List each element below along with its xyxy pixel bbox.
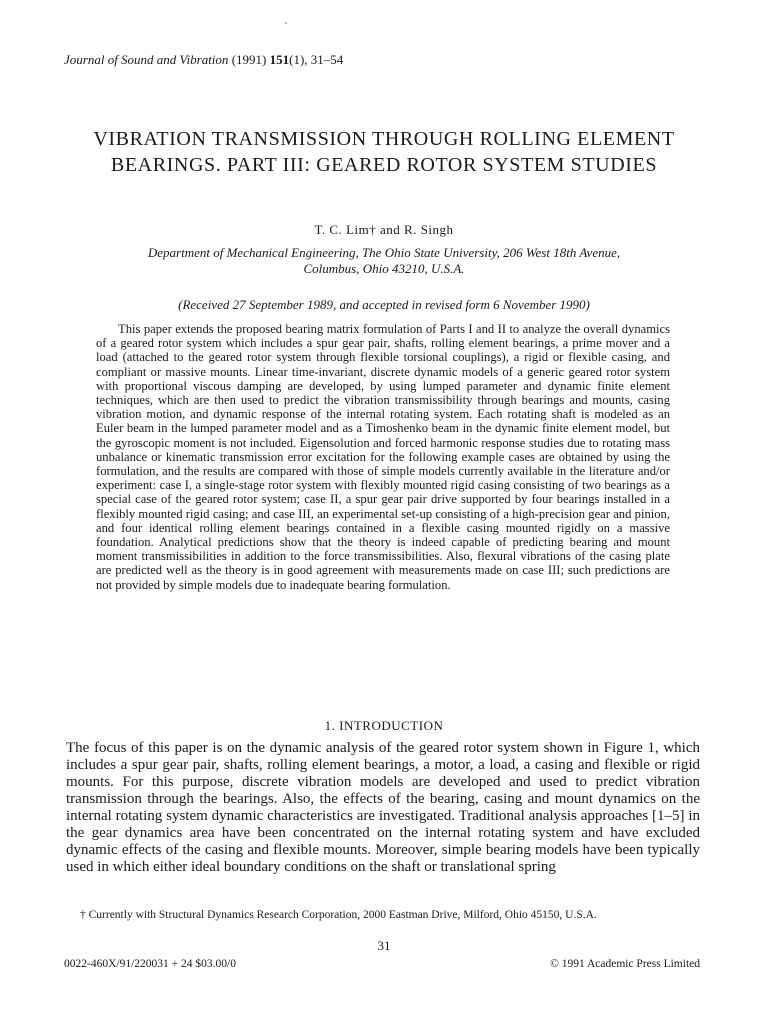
affiliation-line-1: Department of Mechanical Engineering, The Ohio State University, 206 West 18th Avenue, xyxy=(147,245,621,260)
journal-citation xyxy=(64,52,343,68)
affiliation-line-2: Columbus, Ohio 43210, U.S.A. xyxy=(303,261,465,276)
affiliation xyxy=(80,245,688,277)
abstract: This paper extends the proposed bearing matrix formulation of Parts I and II to analyze the overall dynamics of a geared rotor system which includes a spur gear pair, shafts, rolling element bearings, a prime mover and a load (attached to the geared rotor system through flexible torsional couplings), a rigid or flexible casing, and compliant or massive mounts. Linear time-invariant, discrete dynamic models of a generic geared rotor system with proportional viscous damping are developed, by using lumped parameter and dynamic finite element techniques, which are then used to predict the vibration transmissibility through bearings and mounts, casing vibration motion, and dynamic response of the internal rotating system. Each rotating shaft is modeled as an Euler beam in the lumped parameter model and as a Timoshenko beam in the dynamic finite element model, but the gyroscopic moment is not included. Eigensolution and forced harmonic response studies due to rotating mass unbalance or kinematic transmission error excitation for the following example cases are obtained by using the formulation, and the results are compared with those of simple models currently available in the literature and/or experiment: case I, a single-stage rotor system with flexibly mounted rigid casing consisting of two bearings as a special case of the geared rotor system; case II, a spur gear pair drive supported by four bearings installed in a flexibly mounted rigid casing; and case III, an experimental set-up consisting of a high-precision gear and pinion, and four identical rolling element bearings contained in a flexible casing mounted rigidly on a massive foundation. Analytical predictions show that the theory is indeed capable of predicting bearing and mount moment transmissibilities in addition to the force transmissibilities. Also, flexural vibrations of the casing plate are predicted well as the theory is in good agreement with measurements made on case III; such predictions are not provided by simple models due to inadequate bearing formulation. xyxy=(96,322,670,592)
scan-speck xyxy=(285,22,287,24)
footnote: † Currently with Structural Dynamics Research Corporation, 2000 Eastman Drive, Milford, Ohio 45150, U.S.A. xyxy=(80,909,597,921)
page-number: 31 xyxy=(377,938,391,953)
journal-name: Journal of Sound and Vibration xyxy=(64,52,229,67)
journal-issue-pages: (1), 31–54 xyxy=(289,52,344,67)
paper-title: VIBRATION TRANSMISSION THROUGH ROLLING ELEMENT BEARINGS. PART III: GEARED ROTOR SYSTEM STUDIES xyxy=(93,128,675,176)
received-dates: (Received 27 September 1989, and accepted in revised form 6 November 1990) xyxy=(178,297,590,312)
introduction-paragraph: The focus of this paper is on the dynamic analysis of the geared rotor system shown in Figure 1, which includes a spur gear pair, shafts, rolling element bearings, a motor, a load, a casing and flexible or rigid mounts. For this purpose, discrete vibration models are developed and used to predict vibration transmission through the bearings. Also, the effects of the bearing, casing and mount dynamics on the internal rotating system dynamic characteristics are investigated. Traditional analysis approaches [1–5] in the gear dynamics area have been concentrated on the internal rotating system and have excluded dynamic effects of the casing and flexible mounts. Moreover, simple bearing models have been typically used in which either ideal boundary conditions on the shaft or translational spring xyxy=(66,740,700,875)
copyright: © 1991 Academic Press Limited xyxy=(550,958,700,970)
journal-volume: 151 xyxy=(269,52,290,67)
journal-year: (1991) xyxy=(231,52,267,67)
article-code: 0022-460X/91/220031 + 24 $03.00/0 xyxy=(64,958,236,970)
section-heading: 1. INTRODUCTION xyxy=(324,718,444,733)
authors: T. C. Lim† and R. Singh xyxy=(314,222,454,237)
